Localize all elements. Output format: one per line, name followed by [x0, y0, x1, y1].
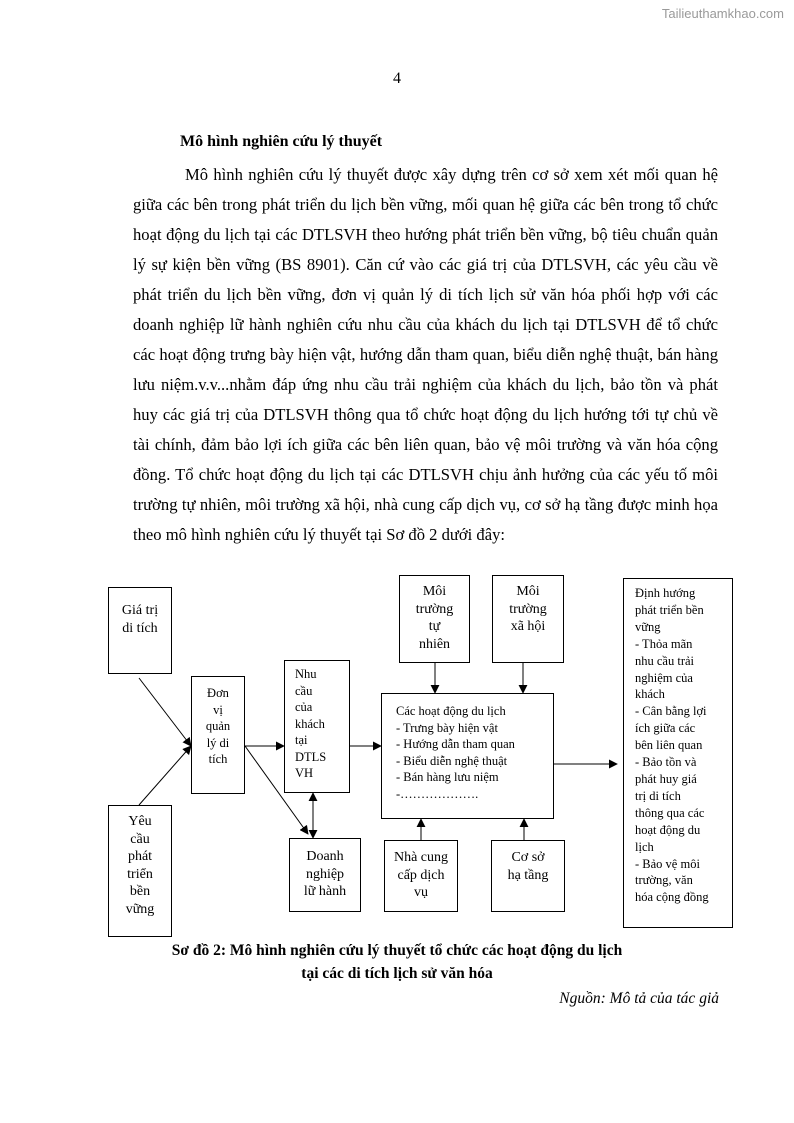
box-heritage-value: Giá trị di tích — [108, 587, 172, 674]
box-travel-business: Doanh nghiệp lữ hành — [289, 838, 361, 912]
box-social-environment: Môi trường xã hội — [492, 575, 564, 663]
body-paragraph: Mô hình nghiên cứu lý thuyết được xây dựng trên cơ sở xem xét mối quan hệ giữa các bên trong phát triển du lịch bền vững, mối quan hệ giữa các bên trong tổ chức hoạt động du lịch tại các DTLSVH theo hướng phát triển bền vững, bộ tiêu chuẩn quản lý sự kiện bền vững (BS 8901). Căn cứ vào các giá trị của DTLSVH, các yêu cầu về phát triển du lịch bền vững, đơn vị quản lý di tích lịch sử văn hóa phối hợp với các doanh nghiệp lữ hành nghiên cứu nhu cầu của khách du lịch tại DTLSVH để tổ chức các hoạt động trưng bày hiện vật, hướng dẫn tham quan, biểu diễn nghệ thuật, bán hàng lưu niệm.v.v...nhằm đáp ứng nhu cầu trải nghiệm của khách du lịch, bảo tồn và phát huy các giá trị của DTLSVH thông qua tổ chức hoạt động du lịch hướng tới tự chủ về tài chính, đảm bảo lợi ích giữa các bên liên quan, bảo vệ môi trường và văn hóa cộng đồng. Tổ chức hoạt động du lịch tại các DTLSVH chịu ảnh hưởng của các yếu tố môi trường tự nhiên, môi trường xã hội, nhà cung cấp dịch vụ, cơ sở hạ tầng được minh họa theo mô hình nghiên cứu lý thuyết tại Sơ đồ 2 dưới đây: — [133, 165, 718, 544]
box-infrastructure: Cơ sở hạ tầng — [491, 840, 565, 912]
figure-caption-line-1: Sơ đồ 2: Mô hình nghiên cứu lý thuyết tổ chức các hoạt động du lịch — [171, 942, 623, 959]
arrow-requirements-to-management — [139, 746, 191, 805]
box-service-providers: Nhà cung cấp dịch vụ — [384, 840, 458, 912]
source-note: Nguồn: Mô tả của tác giả — [559, 990, 719, 1007]
box-site-management: Đơn vị quản lý di tích — [191, 676, 245, 794]
box-natural-environment: Môi trường tự nhiên — [399, 575, 470, 663]
watermark: Tailieuthamkhao.com — [661, 6, 784, 21]
page-number: 4 — [393, 70, 401, 87]
box-sustainable-requirements: Yêu cầu phát triển bền vững — [108, 805, 172, 937]
box-tourism-activities: Các hoạt động du lịch - Trưng bày hiện vật - Hướng dẫn tham quan - Biểu diễn nghệ thuật - Bán hàng lưu niệm -………………. — [381, 693, 554, 819]
box-tourist-needs: Nhu cầu của khách tại DTLS VH — [284, 660, 350, 793]
section-heading: Mô hình nghiên cứu lý thuyết — [180, 133, 383, 150]
arrow-heritage-to-management — [139, 678, 191, 746]
figure-caption-line-2: tại các di tích lịch sử văn hóa — [301, 965, 493, 982]
box-sustainable-orientation: Định hướng phát triển bền vững - Thỏa mãn nhu cầu trải nghiệm của khách - Cân bằng lợi ích giữa các bên liên quan - Bảo tồn và phát huy giá trị di tích thông qua các hoạt động du lịch - Bảo vệ môi trường, văn hóa cộng đồng — [623, 578, 733, 928]
